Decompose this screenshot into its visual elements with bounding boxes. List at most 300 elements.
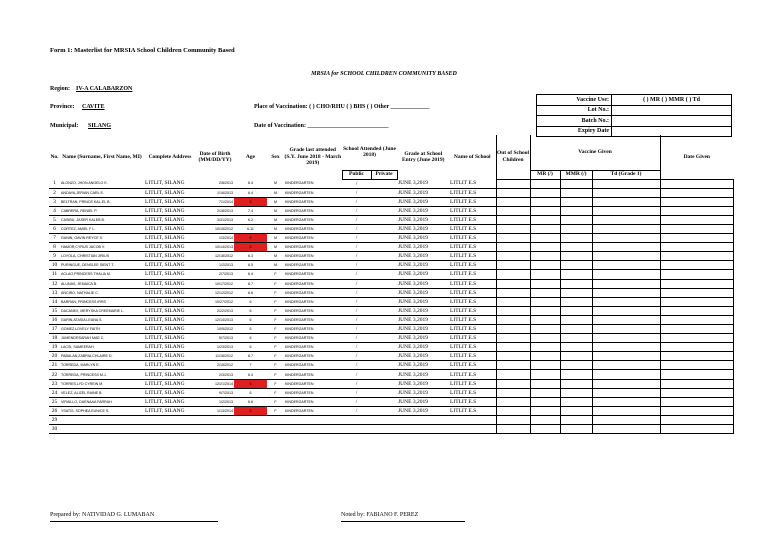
row-td <box>592 334 660 343</box>
table-row <box>49 343 733 352</box>
row-name: VELEZ, ALIZEL RAINE B. <box>60 388 144 397</box>
row-public: / <box>342 388 371 397</box>
row-no: 25 <box>49 397 60 406</box>
table-row <box>49 188 733 197</box>
row-school-name: LITLIT E.S <box>449 388 496 397</box>
row-grade-entry: JUNE 3,2019 <box>397 306 449 315</box>
row-no: 6 <box>49 224 60 233</box>
row-school-name: LITLIT E.S <box>449 252 496 261</box>
row-date-given <box>660 297 733 306</box>
row-address: LITLIT, SILANG <box>144 197 196 206</box>
row-school-name: LITLIT E.S <box>449 234 496 243</box>
row-age: 6 <box>234 297 267 306</box>
row-mmr <box>560 406 592 415</box>
table-row <box>49 270 733 279</box>
row-public: / <box>342 234 371 243</box>
row-public: / <box>342 370 371 379</box>
row-dob: 11/16/2012 <box>196 352 234 361</box>
expiry-date-label: Expiry Date <box>537 126 612 137</box>
row-grade-last: KINDERGARTEN <box>284 388 342 397</box>
row-dob: 10/27/2012 <box>196 297 234 306</box>
row-date-given <box>660 315 733 324</box>
row-public: / <box>342 315 371 324</box>
row-mmr <box>560 288 592 297</box>
row-date-given <box>660 361 733 370</box>
row-no: 11 <box>49 270 60 279</box>
row-school-name: LITLIT E.S <box>449 188 496 197</box>
row-out-of-school <box>496 415 530 424</box>
row-name: ALONZO, JHON ANGELO E. <box>60 179 144 188</box>
row-age: 5 <box>234 197 267 206</box>
row-school-name: LITLIT E.S <box>449 315 496 324</box>
row-grade-entry: JUNE 3,2019 <box>397 315 449 324</box>
row-grade-entry: JUNE 3,2019 <box>397 288 449 297</box>
row-sex: F <box>267 270 284 279</box>
row-out-of-school <box>496 224 530 233</box>
row-out-of-school <box>496 179 530 188</box>
row-mmr <box>560 297 592 306</box>
row-age: 6 <box>234 325 267 334</box>
row-sex: F <box>267 315 284 324</box>
row-school-name: LITLIT E.S <box>449 306 496 315</box>
row-private <box>371 215 397 224</box>
row-sex: M <box>267 261 284 270</box>
row-mr <box>530 315 560 324</box>
province-label: Province: <box>50 104 75 110</box>
row-private <box>371 361 397 370</box>
row-date-given <box>660 379 733 388</box>
row-age: 5 <box>234 234 267 243</box>
row-dob: 1/2/2013 <box>196 397 234 406</box>
row-grade-last: KINDERGARTEN <box>284 334 342 343</box>
row-address: LITLIT, SILANG <box>144 406 196 415</box>
row-mmr <box>560 415 592 424</box>
row-grade-last: KINDERGARTEN <box>284 243 342 252</box>
row-mmr <box>560 388 592 397</box>
row-name: CASIBU, JASER KALEB B. <box>60 215 144 224</box>
row-dob: 10/15/2012 <box>196 224 234 233</box>
row-dob: 1/2/2013 <box>196 261 234 270</box>
table-row <box>49 388 733 397</box>
row-name: GANIN, GAVIN REYCE S. <box>60 234 144 243</box>
row-public: / <box>342 361 371 370</box>
row-mr <box>530 270 560 279</box>
row-out-of-school <box>496 306 530 315</box>
row-dob: 3/31/2013 <box>196 215 234 224</box>
row-school-name: LITLIT E.S <box>449 279 496 288</box>
row-age: 6.7 <box>234 279 267 288</box>
row-mmr <box>560 197 592 206</box>
row-name: TORREDA, MARLYN E. <box>60 361 144 370</box>
row-name: TORREDA, PRINCESS M.J. <box>60 370 144 379</box>
row-school-name: LITLIT E.S <box>449 261 496 270</box>
row-public: / <box>342 197 371 206</box>
row-grade-entry: JUNE 3,2019 <box>397 406 449 415</box>
row-grade-last: KINDERGARTEN <box>284 188 342 197</box>
row-public: / <box>342 279 371 288</box>
row-grade-entry: JUNE 3,2019 <box>397 361 449 370</box>
row-out-of-school <box>496 279 530 288</box>
row-grade-entry: JUNE 3,2019 <box>397 243 449 252</box>
row-grade-entry: JUNE 3,2019 <box>397 388 449 397</box>
row-public: / <box>342 179 371 188</box>
table-row <box>49 297 733 306</box>
row-mr <box>530 388 560 397</box>
col-mr: MR (/) <box>530 170 560 179</box>
row-name: PABALAN,ZABRIA,CHLAIRE D. <box>60 352 144 361</box>
table-row <box>49 306 733 315</box>
row-mmr <box>560 334 592 343</box>
row-mmr <box>560 352 592 361</box>
row-address: LITLIT, SILANG <box>144 306 196 315</box>
row-address: LITLIT, SILANG <box>144 325 196 334</box>
row-date-given <box>660 288 733 297</box>
row-td <box>592 352 660 361</box>
row-grade-entry: JUNE 3,2019 <box>397 234 449 243</box>
col-private: Private <box>371 170 397 179</box>
row-out-of-school <box>496 215 530 224</box>
row-address: LITLIT, SILANG <box>144 343 196 352</box>
row-out-of-school <box>496 352 530 361</box>
col-date-given: Date Given <box>683 153 710 160</box>
row-date-given <box>660 206 733 215</box>
col-age: Age <box>245 153 256 160</box>
row-date-given <box>660 406 733 415</box>
row-date-given <box>660 334 733 343</box>
row-out-of-school <box>496 206 530 215</box>
row-mr <box>530 415 560 424</box>
row-grade-entry <box>397 415 449 424</box>
row-date-given <box>660 252 733 261</box>
row-no: 14 <box>49 297 60 306</box>
place-of-vaccination: Place of Vaccination: ( ) CHO/RHU ( ) BHS ( ) Other _____________ <box>254 104 430 110</box>
row-grade-last: KINDERGARTEN <box>284 306 342 315</box>
table-row <box>49 206 733 215</box>
row-sex: M <box>267 215 284 224</box>
row-dob: 2/15/2012 <box>196 361 234 370</box>
row-td <box>592 388 660 397</box>
row-dob: 12/14/2013 <box>196 315 234 324</box>
row-no: 9 <box>49 252 60 261</box>
row-mr <box>530 206 560 215</box>
row-school-name: LITLIT E.S <box>449 215 496 224</box>
row-age: 6 <box>234 306 267 315</box>
row-school-name: LITLIT E.S <box>449 224 496 233</box>
table-row <box>49 415 733 424</box>
row-mr <box>530 379 560 388</box>
row-mr <box>530 188 560 197</box>
row-age: 6.6 <box>234 397 267 406</box>
row-school-name: LITLIT E.S <box>449 361 496 370</box>
row-no: 10 <box>49 261 60 270</box>
row-grade-entry: JUNE 3,2019 <box>397 179 449 188</box>
row-grade-last: KINDERGARTEN <box>284 325 342 334</box>
row-public <box>342 415 371 424</box>
row-public: / <box>342 224 371 233</box>
row-sex <box>267 415 284 424</box>
lot-no-value <box>612 105 732 116</box>
row-mmr <box>560 243 592 252</box>
row-age: 6.6 <box>234 288 267 297</box>
row-td <box>592 315 660 324</box>
row-td <box>592 261 660 270</box>
row-name: YSATIS, SOPHEA EUNICE S. <box>60 406 144 415</box>
row-mmr <box>560 206 592 215</box>
row-private <box>371 306 397 315</box>
row-no: 3 <box>49 197 60 206</box>
table-row <box>49 243 733 252</box>
row-no: 22 <box>49 370 60 379</box>
row-mr <box>530 279 560 288</box>
row-school-name: LITLIT E.S <box>449 206 496 215</box>
row-dob: 2/8/2013 <box>196 179 234 188</box>
row-date-given <box>660 388 733 397</box>
row-age: 6 <box>234 388 267 397</box>
row-mr <box>530 325 560 334</box>
row-mr <box>530 397 560 406</box>
row-dob: 12/18/2012 <box>196 252 234 261</box>
row-grade-entry: JUNE 3,2019 <box>397 188 449 197</box>
col-sex: Sex <box>271 153 280 160</box>
row-school-name: LITLIT E.S <box>449 325 496 334</box>
col-school-name: Name of School <box>453 153 491 160</box>
row-mmr <box>560 315 592 324</box>
row-address: LITLIT, SILANG <box>144 234 196 243</box>
row-private <box>371 261 397 270</box>
row-mr <box>530 288 560 297</box>
row-name: CORTEZ, AMIEL F L. <box>60 224 144 233</box>
row-age: 5 <box>234 243 267 252</box>
row-sex: F <box>267 406 284 415</box>
row-td <box>592 279 660 288</box>
row-private <box>371 379 397 388</box>
row-school-name <box>449 425 496 434</box>
row-private <box>371 243 397 252</box>
row-sex: F <box>267 388 284 397</box>
row-grade-entry: JUNE 3,2019 <box>397 224 449 233</box>
row-date-given <box>660 270 733 279</box>
row-private <box>371 288 397 297</box>
row-school-name: LITLIT E.S <box>449 334 496 343</box>
row-public: / <box>342 297 371 306</box>
vaccine-use-label: Vaccine Use: <box>537 95 612 106</box>
row-out-of-school <box>496 288 530 297</box>
row-mr <box>530 297 560 306</box>
row-dob: 7/1/2014 <box>196 197 234 206</box>
row-address: LITLIT, SILANG <box>144 315 196 324</box>
row-out-of-school <box>496 325 530 334</box>
noted-by-line <box>341 521 465 522</box>
row-dob: 10/14/2013 <box>196 243 234 252</box>
row-no: 15 <box>49 306 60 315</box>
row-public: / <box>342 343 371 352</box>
row-sex: F <box>267 352 284 361</box>
row-address: LITLIT, SILANG <box>144 397 196 406</box>
row-mr <box>530 197 560 206</box>
row-mr <box>530 179 560 188</box>
row-private <box>371 325 397 334</box>
row-school-name: LITLIT E.S <box>449 270 496 279</box>
row-td <box>592 397 660 406</box>
row-private <box>371 270 397 279</box>
row-dob: 1/23/2013 <box>196 343 234 352</box>
row-date-given <box>660 215 733 224</box>
table-row <box>49 325 733 334</box>
row-dob: 10/5/2012 <box>196 325 234 334</box>
col-mmr: MMR (/) <box>560 170 592 179</box>
row-mr <box>530 306 560 315</box>
table-row <box>49 361 733 370</box>
row-sex: F <box>267 306 284 315</box>
row-name: PURINGUE, DENSLEE SIENT T. <box>60 261 144 270</box>
row-address: LITLIT, SILANG <box>144 206 196 215</box>
row-private <box>371 297 397 306</box>
row-mr <box>530 425 560 434</box>
row-sex: F <box>267 361 284 370</box>
row-date-given <box>660 397 733 406</box>
row-name: ANCIRO, NATHALIE C. <box>60 288 144 297</box>
table-row <box>49 334 733 343</box>
row-out-of-school <box>496 406 530 415</box>
table-row <box>49 215 733 224</box>
row-mmr <box>560 224 592 233</box>
row-grade-entry: JUNE 3,2019 <box>397 334 449 343</box>
row-mr <box>530 261 560 270</box>
row-address: LITLIT, SILANG <box>144 188 196 197</box>
row-dob <box>196 415 234 424</box>
col-grade-last: Grade last attended (S.Y. June 2018 - March 2019) <box>284 147 342 167</box>
row-mr <box>530 215 560 224</box>
col-no: No. <box>50 153 59 160</box>
province-value: CAVITE <box>82 104 105 110</box>
row-age: 6 <box>234 334 267 343</box>
row-address: LITLIT, SILANG <box>144 261 196 270</box>
row-out-of-school <box>496 243 530 252</box>
row-mmr <box>560 379 592 388</box>
row-td <box>592 425 660 434</box>
row-grade-entry: JUNE 3,2019 <box>397 252 449 261</box>
row-private <box>371 397 397 406</box>
row-age: 6.7 <box>234 352 267 361</box>
row-mr <box>530 234 560 243</box>
row-age: 6.4 <box>234 179 267 188</box>
row-mmr <box>560 179 592 188</box>
row-address: LITLIT, SILANG <box>144 288 196 297</box>
row-private <box>371 234 397 243</box>
row-name: CABRERA, RENIEL P. <box>60 206 144 215</box>
row-dob: 12/21/2014 <box>196 379 234 388</box>
row-private <box>371 252 397 261</box>
row-out-of-school <box>496 197 530 206</box>
row-mmr <box>560 234 592 243</box>
row-dob: 2/22/2013 <box>196 306 234 315</box>
row-out-of-school <box>496 334 530 343</box>
row-mmr <box>560 261 592 270</box>
row-public: / <box>342 306 371 315</box>
prepared-by: Prepared by: NATIVIDAD G. LUMABAN <box>50 512 155 518</box>
row-td <box>592 206 660 215</box>
region-value: IV-A CALABARZON <box>76 86 133 92</box>
row-td <box>592 379 660 388</box>
row-grade-entry: JUNE 3,2019 <box>397 325 449 334</box>
row-grade-entry: JUNE 3,2019 <box>397 206 449 215</box>
row-name: ACLAO,PRINCESS THALIA M. <box>60 270 144 279</box>
main-title: MRSIA for SCHOOL CHILDREN COMMUNITY BASED <box>311 71 457 77</box>
row-sex: M <box>267 179 284 188</box>
row-school-name: LITLIT E.S <box>449 197 496 206</box>
lot-no-label: Lot No.: <box>537 105 612 116</box>
vaccine-use-options: ( ) MR ( ) MMR ( ) Td <box>612 95 732 106</box>
row-private <box>371 334 397 343</box>
row-address: LITLIT, SILANG <box>144 224 196 233</box>
row-no: 12 <box>49 279 60 288</box>
row-private <box>371 370 397 379</box>
row-private <box>371 415 397 424</box>
row-date-given <box>660 370 733 379</box>
row-grade-entry: JUNE 3,2019 <box>397 261 449 270</box>
noted-by: Noted by: FABIANO F. PEREZ <box>341 512 419 518</box>
row-public: / <box>342 352 371 361</box>
row-out-of-school <box>496 343 530 352</box>
row-name: ANDAYA,JERIAN CARL E. <box>60 188 144 197</box>
row-address: LITLIT, SILANG <box>144 388 196 397</box>
row-address <box>144 415 196 424</box>
row-grade-last: KINDERGARTEN <box>284 406 342 415</box>
table-row <box>49 234 733 243</box>
row-address: LITLIT, SILANG <box>144 297 196 306</box>
row-out-of-school <box>496 188 530 197</box>
row-mr <box>530 243 560 252</box>
col-address: Complete Address <box>148 153 192 160</box>
row-grade-last: KINDERGARTEN <box>284 179 342 188</box>
row-out-of-school <box>496 425 530 434</box>
row-age: 5 <box>234 379 267 388</box>
region-label: Region: <box>50 86 70 92</box>
row-grade-last: KINDERGARTEN <box>284 270 342 279</box>
table-row <box>49 179 733 188</box>
row-dob: 10/17/2012 <box>196 279 234 288</box>
row-mr <box>530 343 560 352</box>
row-date-given <box>660 261 733 270</box>
row-grade-last: KINDERGARTEN <box>284 352 342 361</box>
row-school-name: LITLIT E.S <box>449 397 496 406</box>
row-private <box>371 279 397 288</box>
row-grade-last <box>284 415 342 424</box>
row-td <box>592 215 660 224</box>
row-private <box>371 406 397 415</box>
row-private <box>371 179 397 188</box>
row-grade-last: KINDERGARTEN <box>284 370 342 379</box>
col-vaccine-given: Vaccine Given <box>530 135 660 170</box>
row-grade-entry: JUNE 3,2019 <box>397 297 449 306</box>
row-name: LOYOLA, CHRISTIAN JIRIUS <box>60 252 144 261</box>
row-date-given <box>660 415 733 424</box>
row-public: / <box>342 243 371 252</box>
row-address: LITLIT, SILANG <box>144 370 196 379</box>
row-td <box>592 288 660 297</box>
row-date-given <box>660 343 733 352</box>
row-age: 6.4 <box>234 370 267 379</box>
row-grade-last: KINDERGARTEN <box>284 397 342 406</box>
row-private <box>371 352 397 361</box>
row-school-name <box>449 415 496 424</box>
row-name <box>60 415 144 424</box>
row-name: JUMENDRSARAH MAE C. <box>60 334 144 343</box>
row-public: / <box>342 406 371 415</box>
row-address: LITLIT, SILANG <box>144 279 196 288</box>
row-name: VIRAILLO, DAENAAA FARRAH <box>60 397 144 406</box>
row-school-name: LITLIT E.S <box>449 370 496 379</box>
